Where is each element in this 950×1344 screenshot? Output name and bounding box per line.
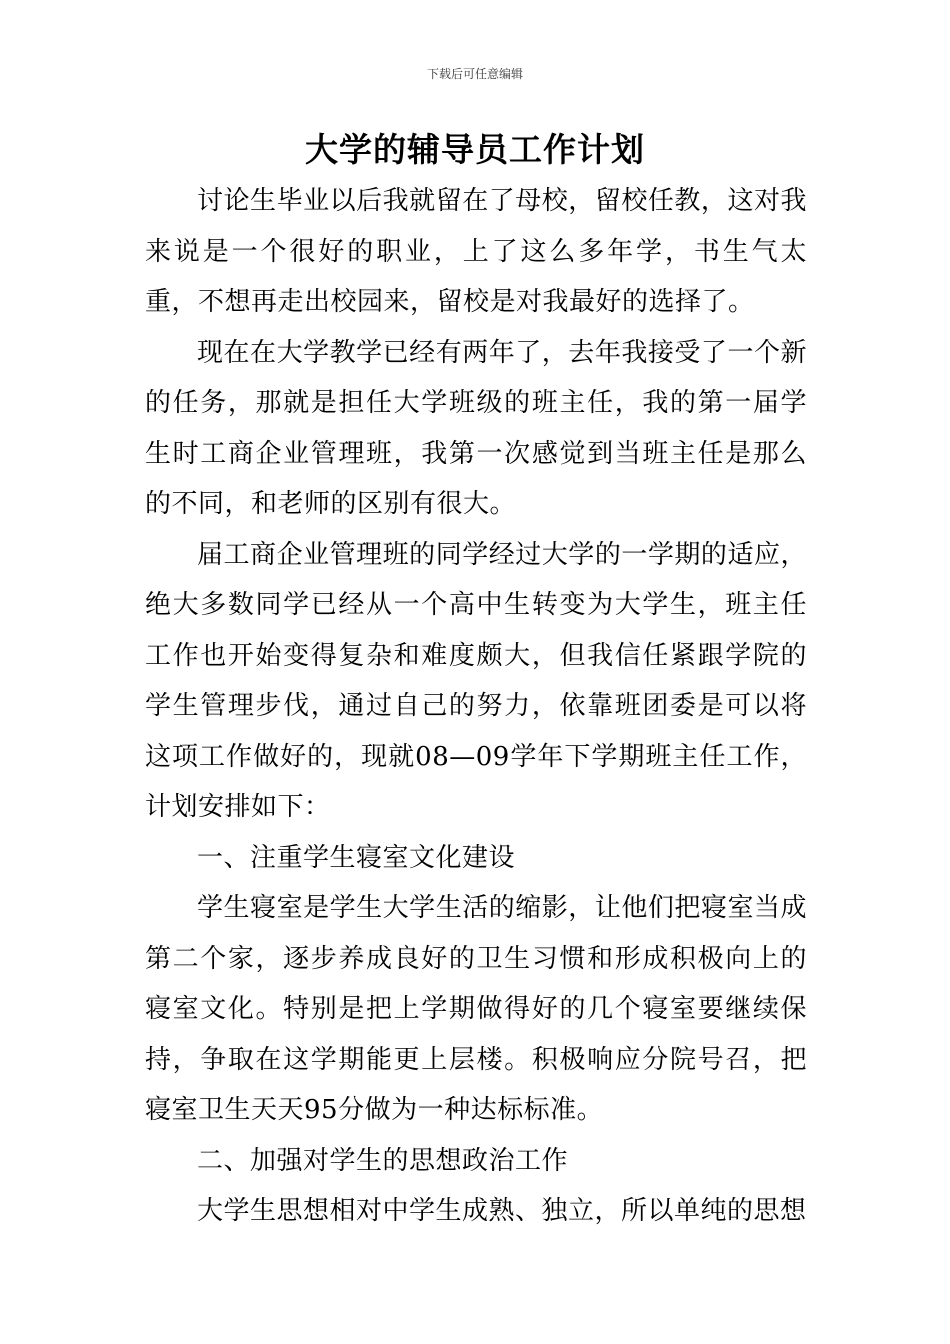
paragraph-1: 讨论生毕业以后我就留在了母校，留校任教，这对我来说是一个很好的职业，上了这么多年学，书生气太重，不想再走出校园来，留校是对我最好的选择了。	[145, 186, 807, 317]
section-heading-2: 二、加强对学生的思想政治工作	[197, 1145, 569, 1176]
document-title: 大学的辅导员工作计划	[305, 130, 645, 169]
document-body	[145, 176, 807, 1237]
paragraph-4: 学生寝室是学生大学生活的缩影，让他们把寝室当成第二个家，逐步养成良好的卫生习惯和形成积极向上的寝室文化。特别是把上学期做得好的几个寝室要继续保持，争取在这学期能更上层楼。积极响应分院号召，把寝室卫生天天95分做为一种达标标准。	[145, 893, 807, 1125]
section-heading-1: 一、注重学生寝室文化建设	[197, 842, 516, 873]
header-note: 下载后可任意编辑	[426, 67, 523, 81]
paragraph-5: 大学生思想相对中学生成熟、独立，所以单纯的思想	[197, 1196, 807, 1226]
paragraph-3: 届工商企业管理班的同学经过大学的一学期的适应，绝大多数同学已经从一个高中生转变为大学生，班主任工作也开始变得复杂和难度颇大，但我信任紧跟学院的学生管理步伐，通过自己的努力，依靠班团委是可以将这项工作做好的，现就08—09学年下学期班主任工作，计划安排如下：	[145, 539, 807, 822]
paragraph-2: 现在在大学教学已经有两年了，去年我接受了一个新的任务，那就是担任大学班级的班主任，我的第一届学生时工商企业管理班，我第一次感觉到当班主任是那么的不同，和老师的区别有很大。	[145, 337, 807, 519]
